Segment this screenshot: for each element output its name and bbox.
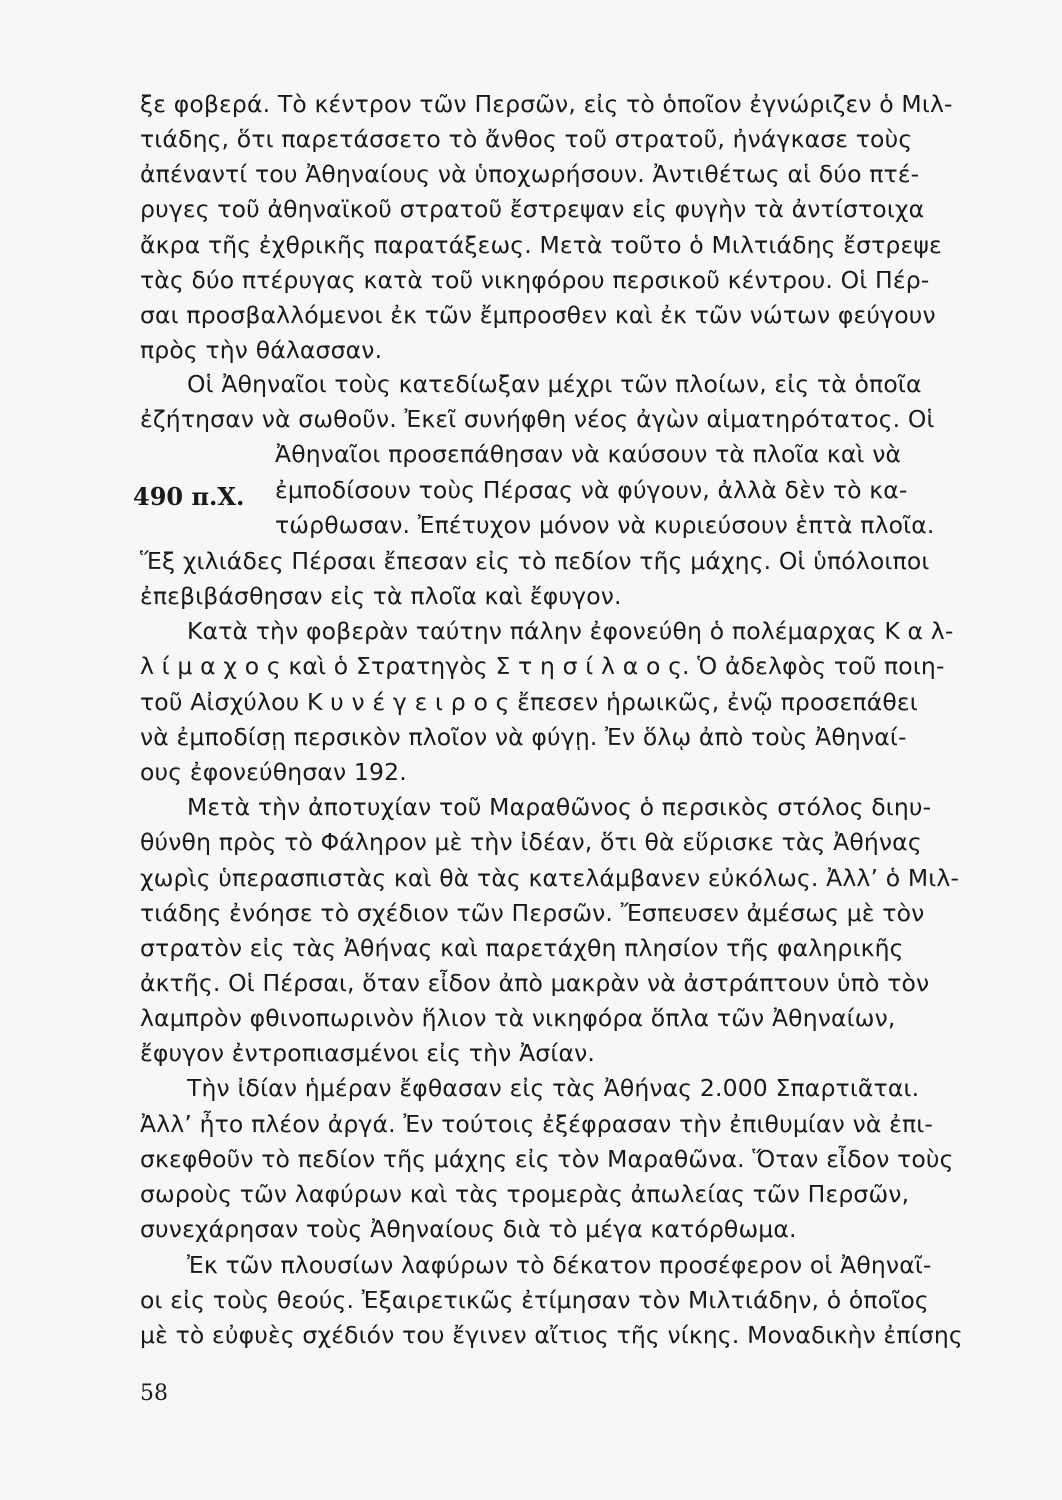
text-line: ἐζήτησαν νὰ σωθοῦν. Ἐκεῖ συνήφθη νέος ἀγὼν αἱματηρότατος. Οἱ (140, 405, 935, 433)
text-line: πρὸς τὴν θάλασσαν. (140, 336, 383, 364)
text-line: Οἱ Ἀθηναῖοι τοὺς κατεδίωξαν μέχρι τῶν πλοίων, εἰς τὰ ὁποῖα (187, 370, 922, 398)
text-line: σκεφθοῦν τὸ πεδίον τῆς μάχης εἰς τὸν Μαραθῶνα. Ὅταν εἶδον τοὺς (140, 1145, 954, 1173)
text-line: τιάδης ἐνόησε τὸ σχέδιον τῶν Περσῶν. Ἔσπευσεν ἀμέσως μὲ τὸν (140, 899, 925, 927)
text-line: ἐπεβιβάσθησαν εἰς τὰ πλοῖα καὶ ἔφυγον. (140, 582, 622, 610)
text-line: σαι προσβαλλόμενοι ἐκ τῶν ἔμπροσθεν καὶ ἐκ τῶν νώτων φεύγουν (140, 301, 936, 329)
text-line: Ἕξ χιλιάδες Πέρσαι ἔπεσαν εἰς τὸ πεδίον τῆς μάχης. Οἱ ὑπόλοιποι (140, 547, 930, 575)
text-line: ρυγες τοῦ ἀθηναϊκοῦ στρατοῦ ἔστρεψαν εἰς φυγὴν τὰ ἀντίστοιχα (140, 195, 925, 223)
text-line: τιάδης, ὅτι παρετάσσετο τὸ ἄνθος τοῦ στρατοῦ, ἠνάγκασε τοὺς (140, 125, 913, 153)
margin-date-note: 490 π.Χ. (133, 482, 245, 511)
text-line: τοῦ Αἰσχύλου Κ υ ν έ γ ε ι ρ ο ς ἔπεσεν ἡρωικῶς, ἐνῷ προσεπάθει (140, 688, 918, 716)
text-line: θύνθη πρὸς τὸ Φάληρον μὲ τὴν ἰδέαν, ὅτι θὰ εὕρισκε τὰς Ἀθήνας (140, 828, 922, 856)
text-line: ἔφυγον ἐντροπιασμένοι εἰς τὴν Ἀσίαν. (140, 1039, 595, 1067)
text-line: οι εἰς τοὺς θεούς. Ἐξαιρετικῶς ἐτίμησαν τὸν Μιλτιάδην, ὁ ὁποῖος (140, 1286, 929, 1314)
page-number: 58 (140, 1381, 168, 1406)
text-line: Μετὰ τὴν ἀποτυχίαν τοῦ Μαραθῶνος ὁ περσικὸς στόλος διηυ- (187, 793, 932, 821)
text-line: Ἀλλ’ ἦτο πλέον ἀργά. Ἐν τούτοις ἐξέφρασαν τὴν ἐπιθυμίαν νὰ ἐπι- (140, 1110, 933, 1138)
text-line: νὰ ἐμποδίσῃ περσικὸν πλοῖον νὰ φύγῃ. Ἐν ὅλῳ ἀπὸ τοὺς Ἀθηναί- (140, 723, 907, 751)
text-line: ους ἐφονεύθησαν 192. (140, 758, 407, 786)
text-line: στρατὸν εἰς τὰς Ἀθήνας καὶ παρετάχθη πλησίον τῆς φαληρικῆς (140, 934, 904, 962)
text-line: Ἐκ τῶν πλουσίων λαφύρων τὸ δέκατον προσέφερον οἱ Ἀθηναῖ- (187, 1251, 932, 1279)
text-line: λαμπρὸν φθινοπωρινὸν ἥλιον τὰ νικηφόρα ὅπλα τῶν Ἀθηναίων, (140, 1004, 896, 1032)
text-line: σωροὺς τῶν λαφύρων καὶ τὰς τρομερὰς ἀπωλείας τῶν Περσῶν, (140, 1180, 910, 1208)
text-line: Κατὰ τὴν φοβερὰν ταύτην πάλην ἐφονεύθη ὁ πολέμαρχας Κ α λ- (187, 617, 954, 645)
text-line: ἀκτῆς. Οἱ Πέρσαι, ὅταν εἶδον ἀπὸ μακρὰν νὰ ἀστράπτουν ὑπὸ τὸν (140, 969, 930, 997)
text-line: τώρθωσαν. Ἐπέτυχον μόνον νὰ κυριεύσουν ἑπτὰ πλοῖα. (275, 511, 935, 539)
text-line: μὲ τὸ εὐφυὲς σχέδιόν του ἔγινεν αἴτιος τῆς νίκης. Μοναδικὴν ἐπίσης (140, 1321, 963, 1349)
text-line: χωρὶς ὑπερασπιστὰς καὶ θὰ τὰς κατελάμβανεν εὐκόλως. Ἀλλ’ ὁ Μιλ- (140, 864, 960, 892)
text-line: ἐμποδίσουν τοὺς Πέρσας νὰ φύγουν, ἀλλὰ δὲν τὸ κα- (275, 476, 908, 504)
text-line: συνεχάρησαν τοὺς Ἀθηναίους διὰ τὸ μέγα κατόρθωμα. (140, 1215, 797, 1243)
text-line: τὰς δύο πτέρυγας κατὰ τοῦ νικηφόρου περσικοῦ κέντρου. Οἱ Πέρ- (140, 266, 930, 294)
text-line: ἄκρα τῆς ἐχθρικῆς παρατάξεως. Μετὰ τοῦτο ὁ Μιλτιάδης ἔστρεψε (140, 231, 942, 259)
text-line: ξε φοβερά. Τὸ κέντρον τῶν Περσῶν, εἰς τὸ ὁποῖον ἐγνώριζεν ὁ Μιλ- (140, 90, 953, 118)
text-line: ἀπέναντί του Ἀθηναίους νὰ ὑποχωρήσουν. Ἀντιθέτως αἱ δύο πτέ- (140, 160, 920, 188)
text-line: λ ί μ α χ ο ς καὶ ὁ Στρατηγὸς Σ τ η σ ί λ α ο ς. Ὁ ἀδελφὸς τοῦ ποιη- (140, 652, 945, 680)
text-line: Τὴν ἰδίαν ἡμέραν ἔφθασαν εἰς τὰς Ἀθήνας 2.000 Σπαρτιᾶται. (187, 1074, 920, 1102)
text-line: Ἀθηναῖοι προσεπάθησαν νὰ καύσουν τὰ πλοῖα καὶ νὰ (275, 440, 902, 468)
